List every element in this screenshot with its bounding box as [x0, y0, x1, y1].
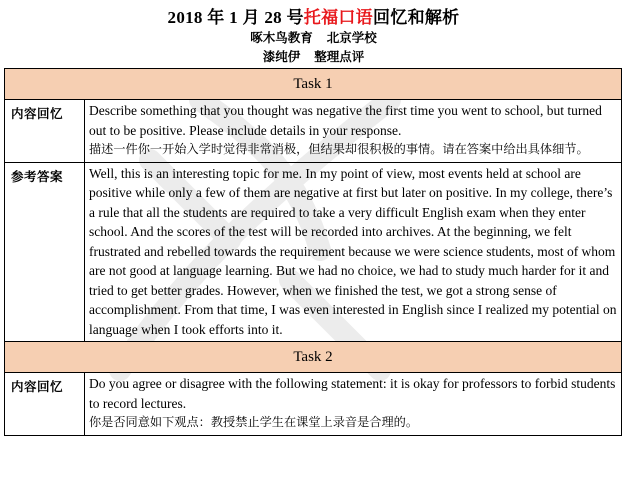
task-1-recall-row [5, 100, 622, 163]
task-2-recall-content [85, 373, 622, 436]
page-title [0, 3, 627, 28]
task-1-prompt-zh: 描述一件你一开始入学时觉得非常消极，但结果却很积极的事情。请在答案中给出具体细节。 [89, 142, 589, 156]
task-1-recall-label: 内容回忆 [5, 100, 85, 163]
task-1-prompt-en: Describe something that you thought was negative the first time you went to school, but turned out to be positive. Please include details in your response. [89, 103, 602, 138]
task-1-answer-row [5, 162, 622, 342]
task-2-recall-row [5, 373, 622, 436]
title-highlight: 托福口语 [303, 8, 373, 27]
school-name: 北京学校 [326, 30, 377, 45]
task-1-header-row [5, 69, 622, 100]
task-1-answer-label: 参考答案 [5, 162, 85, 342]
task-2-title: Task 2 [5, 342, 622, 373]
author-name: 漆纯伊 [262, 49, 301, 64]
task-2-recall-label: 内容回忆 [5, 373, 85, 436]
author-role: 整理点评 [314, 49, 365, 64]
subtitle-org [0, 28, 627, 46]
title-prefix: 2018 年 1 月 28 号 [167, 8, 304, 27]
task-1-answer-text: Well, this is an interesting topic for me. In my point of view, most events held at school are positive while only a few of them are negative at first but later on positive. In my college, there’s a rule that all the students are required to take a very difficult English exam when they enter school. And the scores of the test will be recorded into archives. At the beginning, we felt frustrated and rebelled towards the requirement because we were science students, most of whom are not good at language learning. But we had no choice, we had to study much harder for it and tried to get better grades. However, when we finished the test, we got a strong sense of accomplishment. From that time, I was even interested in English since I realized my potential on language when I took efforts into it. [85, 162, 622, 342]
task-2-header-row [5, 342, 622, 373]
subtitle-author [0, 47, 627, 65]
title-suffix: 回忆和解析 [372, 8, 460, 27]
task-1-recall-content [85, 100, 622, 163]
task-2-prompt-en: Do you agree or disagree with the following statement: it is okay for professors to forbid students to record lectures. [89, 376, 616, 411]
org-name: 啄木鸟教育 [250, 30, 313, 45]
task-1-title: Task 1 [5, 69, 622, 100]
tasks-table [4, 68, 622, 436]
task-2-prompt-zh: 你是否同意如下观点：教授禁止学生在课堂上录音是合理的。 [89, 415, 419, 429]
